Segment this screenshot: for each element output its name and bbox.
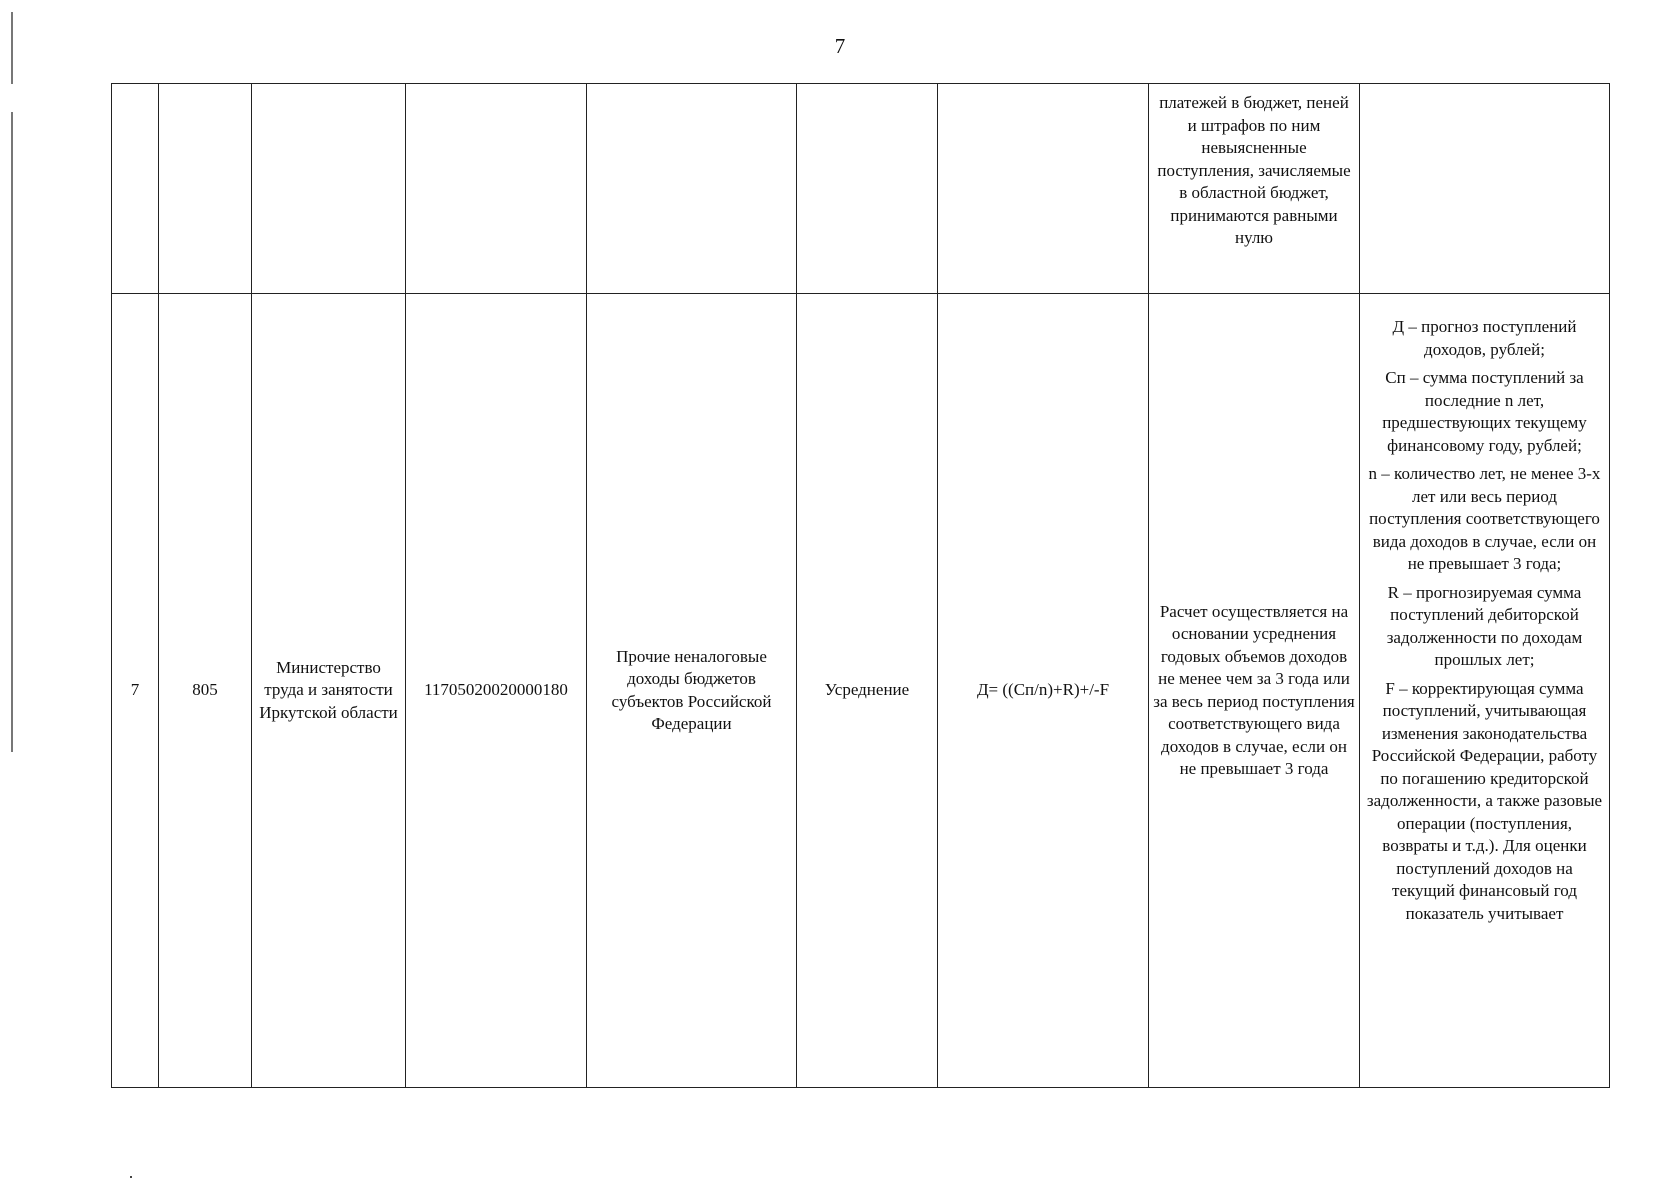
income-name-cell: Прочие неналоговые доходы бюджетов субъектов Российской Федерации	[587, 294, 797, 1088]
algorithm-cell: Расчет осуществляется на основании усреднения годовых объемов доходов не менее чем за 3 года или за весь период поступления соответствующего вида доходов в случае, если он не превышает 3 года	[1149, 294, 1360, 1088]
row-index-cell: 7	[112, 294, 159, 1088]
empty-cell	[1360, 84, 1610, 294]
scan-speck	[130, 1176, 132, 1178]
empty-cell	[112, 84, 159, 294]
empty-cell	[252, 84, 406, 294]
note-item: n – количество лет, не менее 3-х лет или весь период поступления соответствующего вида доходов в случае, если он не превышает 3 года;	[1368, 464, 1601, 573]
notes-cell	[1360, 294, 1610, 1088]
note-item: R – прогнозируемая сумма поступлений дебиторской задолженности по доходам прошлых лет;	[1386, 582, 1583, 669]
empty-cell	[406, 84, 587, 294]
table-row	[112, 294, 1610, 1088]
empty-cell	[938, 84, 1149, 294]
note-item: F – корректирующая сумма поступлений, учитывающая изменения законодательства Российской Федерации, работу по погашению кредиторской задолженности, а также разовые операции (поступления, возвраты и т.д.). Для оценки поступлений доходов на текущий финансовый год показатель учитывает	[1366, 678, 1603, 923]
method-cell: Усреднение	[797, 294, 938, 1088]
revenue-forecast-table	[111, 83, 1610, 1088]
note-item: Сп – сумма поступлений за последние n лет, предшествующих текущему финансовому году, рублей;	[1382, 368, 1587, 455]
empty-cell	[159, 84, 252, 294]
admin-code-cell: 805	[159, 294, 252, 1088]
formula-cell: Д= ((Сп/n)+R)+/-F	[938, 294, 1149, 1088]
kbk-cell: 11705020020000180	[406, 294, 587, 1088]
scan-margin-mark	[11, 112, 13, 752]
administrator-cell: Министерство труда и занятости Иркутской области	[252, 294, 406, 1088]
empty-cell	[797, 84, 938, 294]
note-item: Д – прогноз поступлений доходов, рублей;	[1392, 317, 1577, 359]
page-number: 7	[834, 34, 846, 58]
table-row	[112, 84, 1610, 294]
continuation-cell: платежей в бюджет, пеней и штрафов по ним невыясненные поступления, зачисляемые в областной бюджет, принимаются равными нулю	[1149, 84, 1360, 294]
empty-cell	[587, 84, 797, 294]
